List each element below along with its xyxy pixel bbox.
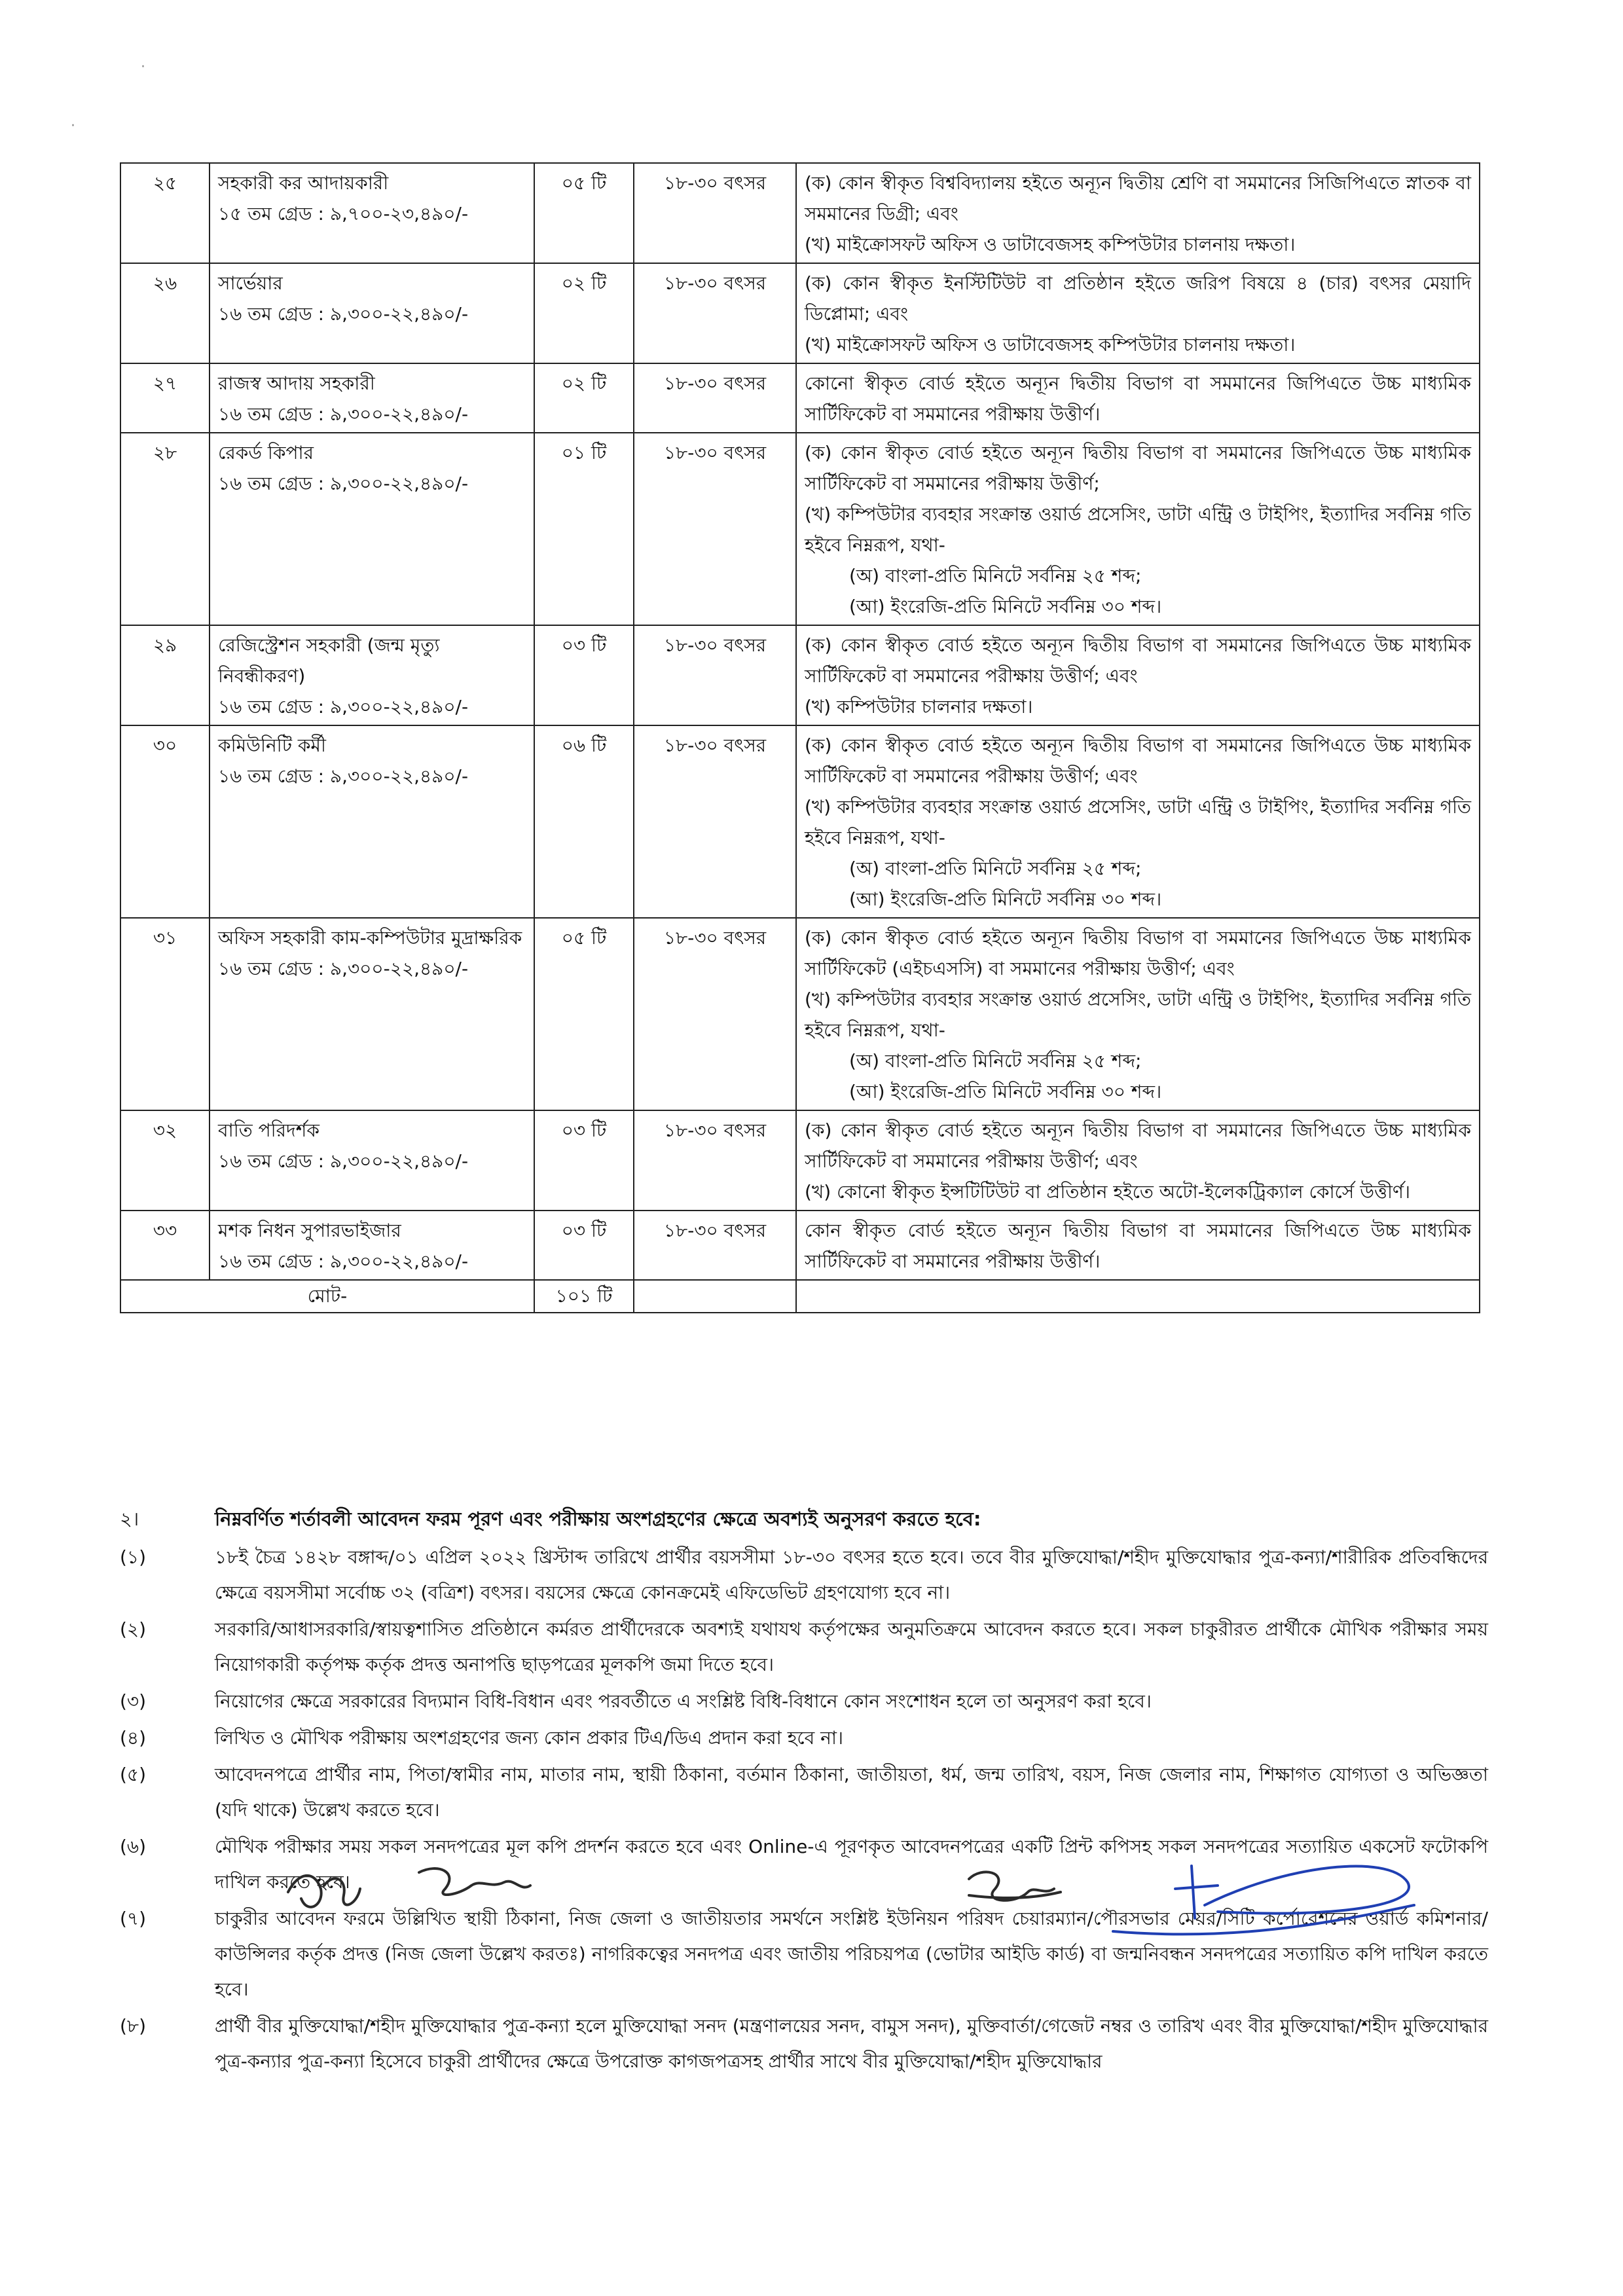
table-row	[120, 433, 1480, 625]
post-cell	[210, 1211, 534, 1280]
total-label: মোট-	[120, 1280, 534, 1313]
post-cell	[210, 363, 534, 433]
post-grade: ১৬ তম গ্রেড : ৯,৩০০-২২,৪৯০/-	[218, 1250, 469, 1272]
age-limit-cell: ১৮-৩০ বৎসর	[634, 1211, 796, 1280]
qualification-line: (ক) কোন স্বীকৃত ইনস্টিটিউট বা প্রতিষ্ঠান হইতে জরিপ বিষয়ে ৪ (চার) বৎসর মেয়াদি ডিপ্লোমা; এবং	[805, 272, 1471, 325]
qualification-line: (ক) কোন স্বীকৃত বোর্ড হইতে অন্যূন দ্বিতীয় বিভাগ বা সমমানের জিপিএতে উচ্চ মাধ্যমিক সার্টিফিকেট বা সমমানের পরীক্ষায় উত্তীর্ণ; এবং	[805, 634, 1471, 687]
serial-number-cell: ২৬	[120, 263, 210, 363]
post-count-cell: ০৩ টি	[534, 1211, 634, 1280]
serial-number-cell: ৩১	[120, 918, 210, 1110]
qualification-line: (ক) কোন স্বীকৃত বিশ্ববিদ্যালয় হইতে অন্যূন দ্বিতীয় শ্রেণি বা সমমানের সিজিপিএতে স্নাতক বা সমমানের ডিগ্রী; এবং	[805, 172, 1471, 225]
age-limit-cell: ১৮-৩০ বৎসর	[634, 163, 796, 263]
conditions-heading-text: নিম্নবর্ণিত শর্তাবলী আবেদন ফরম পূরণ এবং পরীক্ষায় অংশগ্রহণের ক্ষেত্রে অবশ্যই অনুসরণ করতে হবে:	[215, 1508, 981, 1530]
conditions-heading-number: ২।	[120, 1508, 139, 1530]
qualification-cell	[796, 625, 1480, 725]
serial-number-cell: ৩২	[120, 1110, 210, 1211]
condition-text: লিখিত ও মৌখিক পরীক্ষায় অংশগ্রহণের জন্য কোন প্রকার টিএ/ডিএ প্রদান করা হবে না।	[215, 1727, 843, 1749]
serial-number-cell: ২৭	[120, 363, 210, 433]
qualification-cell	[796, 1211, 1480, 1280]
post-count-cell: ০৫ টি	[534, 163, 634, 263]
condition-number: (৫)	[120, 1764, 147, 1785]
post-cell	[210, 263, 534, 363]
conditions-heading	[120, 1499, 1488, 1539]
signature-2	[419, 1868, 530, 1895]
post-name: মশক নিধন সুপারভাইজার	[218, 1220, 401, 1241]
total-value: ১০১ টি	[534, 1280, 634, 1313]
qualification-line: (ক) কোন স্বীকৃত বোর্ড হইতে অন্যূন দ্বিতীয় বিভাগ বা সমমানের জিপিএতে উচ্চ মাধ্যমিক সার্টিফিকেট বা সমমানের পরীক্ষায় উত্তীর্ণ; এবং	[805, 1120, 1471, 1172]
condition-number: (৬)	[120, 1836, 147, 1857]
scan-speck: ·	[71, 118, 75, 134]
qualification-cell	[796, 363, 1480, 433]
age-limit-cell: ১৮-৩০ বৎসর	[634, 918, 796, 1110]
serial-number-cell: ৩৩	[120, 1211, 210, 1280]
qualification-line: কোন স্বীকৃত বোর্ড হইতে অন্যূন দ্বিতীয় বিভাগ বা সমমানের জিপিএতে উচ্চ মাধ্যমিক সার্টিফিকেট বা সমমানের পরীক্ষায় উত্তীর্ণ।	[805, 1220, 1471, 1272]
condition-item	[120, 2009, 1488, 2079]
post-grade: ১৬ তম গ্রেড : ৯,৩০০-২২,৪৯০/-	[218, 473, 469, 494]
post-grade: ১৫ তম গ্রেড : ৯,৭০০-২৩,৪৯০/-	[218, 203, 469, 225]
scan-speck: ·	[141, 59, 145, 75]
table-row	[120, 263, 1480, 363]
table-row	[120, 918, 1480, 1110]
post-cell	[210, 918, 534, 1110]
qualification-cell	[796, 1110, 1480, 1211]
post-name: রাজস্ব আদায় সহকারী	[218, 373, 375, 394]
post-name: অফিস সহকারী কাম-কম্পিউটার মুদ্রাক্ষরিক	[218, 927, 522, 949]
condition-number: (৭)	[120, 1908, 147, 1929]
table-row	[120, 625, 1480, 725]
condition-number: (২)	[120, 1618, 147, 1640]
post-count-cell: ০৬ টি	[534, 725, 634, 918]
serial-number-cell: ২৮	[120, 433, 210, 625]
qualification-line: (খ) কম্পিউটার ব্যবহার সংক্রান্ত ওয়ার্ড প্রসেসিং, ডাটা এন্ট্রি ও টাইপিং, ইত্যাদির সর্বনিম্ন গতি হইবে নিম্নরূপ, যথা-	[805, 989, 1471, 1041]
signature-4	[1113, 1866, 1414, 1934]
post-cell	[210, 625, 534, 725]
qualification-cell	[796, 433, 1480, 625]
post-grade: ১৬ তম গ্রেড : ৯,৩০০-২২,৪৯০/-	[218, 303, 469, 325]
condition-item	[120, 1684, 1488, 1719]
empty-cell	[634, 1280, 796, 1313]
post-grade: ১৬ তম গ্রেড : ৯,৩০০-২২,৪৯০/-	[218, 403, 469, 425]
table-row	[120, 363, 1480, 433]
total-row	[120, 1280, 1480, 1313]
post-name: সার্ভেয়ার	[218, 272, 283, 294]
post-name: রেজিস্ট্রেশন সহকারী (জন্ম মৃত্যু নিবন্ধীকরণ)	[218, 634, 440, 687]
typing-speed-line: (আ) ইংরেজি-প্রতি মিনিটে সর্বনিম্ন ৩০ শব্দ।	[849, 1081, 1162, 1102]
condition-number: (৮)	[120, 2015, 147, 2037]
condition-item	[120, 1721, 1488, 1756]
condition-text: ১৮ই চৈত্র ১৪২৮ বঙ্গাব্দ/০১ এপ্রিল ২০২২ খ্রিস্টাব্দ তারিখে প্রার্থীর বয়সসীমা ১৮-৩০ বৎসর হতে হবে। তবে বীর মুক্তিযোদ্ধা/শহীদ মুক্তিযোদ্ধার পুত্র-কন্যা/শারীরিক প্রতিবন্ধিদের ক্ষেত্রে বয়সসীমা সর্বোচ্চ ৩২ (বত্রিশ) বৎসর। বয়সের ক্ষেত্রে কোনক্রমেই এফিডেভিট গ্রহণযোগ্য হবে না।	[215, 1546, 1488, 1603]
condition-item	[120, 1757, 1488, 1828]
condition-text: সরকারি/আধাসরকারি/স্বায়ত্বশাসিত প্রতিষ্ঠানে কর্মরত প্রার্থীদেরকে অবশ্যই যথাযথ কর্তৃপক্ষের অনুমতিক্রমে আবেদন করতে হবে। সকল চাকুরীরত প্রার্থীকে মৌখিক পরীক্ষার সময় নিয়োগকারী কর্তৃপক্ষ কর্তৃক প্রদত্ত অনাপত্তি ছাড়পত্রের মূলকপি জমা দিতে হবে।	[215, 1618, 1488, 1675]
posts-table	[120, 162, 1480, 1313]
empty-cell	[796, 1280, 1480, 1313]
table-row	[120, 1211, 1480, 1280]
qualification-cell	[796, 918, 1480, 1110]
post-name: কমিউনিটি কর্মী	[218, 735, 326, 756]
condition-item	[120, 1612, 1488, 1683]
condition-text: আবেদনপত্রে প্রার্থীর নাম, পিতা/স্বামীর নাম, মাতার নাম, স্থায়ী ঠিকানা, বর্তমান ঠিকানা, জাতীয়তা, ধর্ম, জন্ম তারিখ, বয়স, নিজ জেলার নাম, শিক্ষাগত যোগ্যতা ও অভিজ্ঞতা (যদি থাকে) উল্লেখ করতে হবে।	[215, 1764, 1488, 1821]
age-limit-cell: ১৮-৩০ বৎসর	[634, 1110, 796, 1211]
age-limit-cell: ১৮-৩০ বৎসর	[634, 363, 796, 433]
post-count-cell: ০২ টি	[534, 263, 634, 363]
qualification-line: (খ) কম্পিউটার ব্যবহার সংক্রান্ত ওয়ার্ড প্রসেসিং, ডাটা এন্ট্রি ও টাইপিং, ইত্যাদির সর্বনিম্ন গতি হইবে নিম্নরূপ, যথা-	[805, 796, 1471, 848]
post-count-cell: ০১ টি	[534, 433, 634, 625]
post-cell	[210, 725, 534, 918]
table-row	[120, 163, 1480, 263]
typing-speed-line: (অ) বাংলা-প্রতি মিনিটে সর্বনিম্ন ২৫ শব্দ;	[849, 1050, 1142, 1072]
post-count-cell: ০৩ টি	[534, 625, 634, 725]
condition-item	[120, 1540, 1488, 1611]
post-grade: ১৬ তম গ্রেড : ৯,৩০০-২২,৪৯০/-	[218, 958, 469, 979]
signatures	[262, 1827, 1440, 1958]
table-row	[120, 725, 1480, 918]
qualification-line: কোনো স্বীকৃত বোর্ড হইতে অন্যূন দ্বিতীয় বিভাগ বা সমমানের জিপিএতে উচ্চ মাধ্যমিক সার্টিফিকেট বা সমমানের পরীক্ষায় উত্তীর্ণ।	[805, 373, 1471, 425]
condition-text: মৌখিক পরীক্ষার সময় সকল সনদপত্রের মূল কপি প্রদর্শন করতে হবে এবং Online-এ পূরণকৃত আবেদনপত্রের একটি প্রিন্ট কপিসহ সকল সনদপত্রের সত্যায়িত একসেট ফটোকপি দাখিল করতে হবে।	[215, 1836, 1488, 1893]
qualification-line: (ক) কোন স্বীকৃত বোর্ড হইতে অন্যূন দ্বিতীয় বিভাগ বা সমমানের জিপিএতে উচ্চ মাধ্যমিক সার্টিফিকেট বা সমমানের পরীক্ষায় উত্তীর্ণ;	[805, 442, 1471, 494]
post-count-cell: ০২ টি	[534, 363, 634, 433]
qualification-line: (খ) কম্পিউটার ব্যবহার সংক্রান্ত ওয়ার্ড প্রসেসিং, ডাটা এন্ট্রি ও টাইপিং, ইত্যাদির সর্বনিম্ন গতি হইবে নিম্নরূপ, যথা-	[805, 503, 1471, 556]
post-cell	[210, 163, 534, 263]
typing-speed-line: (আ) ইংরেজি-প্রতি মিনিটে সর্বনিম্ন ৩০ শব্দ।	[849, 888, 1162, 910]
qualification-line: (খ) মাইক্রোসফট অফিস ও ডাটাবেজসহ কম্পিউটার চালনায় দক্ষতা।	[805, 334, 1296, 355]
qualification-line: (ক) কোন স্বীকৃত বোর্ড হইতে অন্যূন দ্বিতীয় বিভাগ বা সমমানের জিপিএতে উচ্চ মাধ্যমিক সার্টিফিকেট (এইচএসসি) বা সমমানের পরীক্ষায় উত্তীর্ণ; এবং	[805, 927, 1471, 979]
qualification-line: (খ) কম্পিউটার চালনার দক্ষতা।	[805, 696, 1033, 718]
typing-speed-line: (অ) বাংলা-প্রতি মিনিটে সর্বনিম্ন ২৫ শব্দ;	[849, 565, 1142, 587]
post-count-cell: ০৫ টি	[534, 918, 634, 1110]
serial-number-cell: ২৫	[120, 163, 210, 263]
post-grade: ১৬ তম গ্রেড : ৯,৩০০-২২,৪৯০/-	[218, 765, 469, 787]
condition-text: নিয়োগের ক্ষেত্রে সরকারের বিদ্যমান বিধি-বিধান এবং পরবর্তীতে এ সংশ্লিষ্ট বিধি-বিধানে কোন সংশোধন হলে তা অনুসরণ করা হবে।	[215, 1690, 1152, 1712]
post-grade: ১৬ তম গ্রেড : ৯,৩০০-২২,৪৯০/-	[218, 696, 469, 718]
post-count-cell: ০৩ টি	[534, 1110, 634, 1211]
serial-number-cell: ৩০	[120, 725, 210, 918]
age-limit-cell: ১৮-৩০ বৎসর	[634, 725, 796, 918]
condition-number: (৪)	[120, 1727, 147, 1749]
post-name: রেকর্ড কিপার	[218, 442, 314, 464]
post-grade: ১৬ তম গ্রেড : ৯,৩০০-২২,৪৯০/-	[218, 1150, 469, 1172]
age-limit-cell: ১৮-৩০ বৎসর	[634, 625, 796, 725]
condition-number: (১)	[120, 1546, 147, 1568]
qualification-cell	[796, 263, 1480, 363]
qualification-line: (খ) মাইক্রোসফট অফিস ও ডাটাবেজসহ কম্পিউটার চালনায় দক্ষতা।	[805, 234, 1296, 255]
signature-1	[288, 1876, 360, 1907]
post-cell	[210, 1110, 534, 1211]
condition-number: (৩)	[120, 1690, 147, 1712]
post-cell	[210, 433, 534, 625]
post-name: বাতি পরিদর্শক	[218, 1120, 319, 1141]
condition-text: চাকুরীর আবেদন ফরমে উল্লিখিত স্থায়ী ঠিকানা, নিজ জেলা ও জাতীয়তার সমর্থনে সংশ্লিষ্ট ইউনিয়ন পরিষদ চেয়ারম্যান/পৌরসভার মেয়র/সিটি কর্পোরেশনের ওয়ার্ড কমিশনার/কাউন্সিলর কর্তৃক প্রদত্ত (নিজ জেলা উল্লেখ করতঃ) নাগরিকত্বের সনদপত্র এবং জাতীয় পরিচয়পত্র (ভোটার আইডি কার্ড) বা জন্মনিবন্ধন সনদপত্রের সত্যায়িত কপি দাখিল করতে হবে।	[215, 1908, 1488, 2000]
qualification-line: (খ) কোনো স্বীকৃত ইন্সটিটিউট বা প্রতিষ্ঠান হইতে অটো-ইলেকট্রিক্যাল কোর্সে উত্তীর্ণ।	[805, 1181, 1410, 1203]
qualification-cell	[796, 725, 1480, 918]
conditions-section	[120, 1499, 1488, 2079]
signature-3	[969, 1872, 1061, 1900]
age-limit-cell: ১৮-৩০ বৎসর	[634, 263, 796, 363]
age-limit-cell: ১৮-৩০ বৎসর	[634, 433, 796, 625]
table-row	[120, 1110, 1480, 1211]
qualification-line: (ক) কোন স্বীকৃত বোর্ড হইতে অন্যূন দ্বিতীয় বিভাগ বা সমমানের জিপিএতে উচ্চ মাধ্যমিক সার্টিফিকেট বা সমমানের পরীক্ষায় উত্তীর্ণ; এবং	[805, 735, 1471, 787]
serial-number-cell: ২৯	[120, 625, 210, 725]
post-name: সহকারী কর আদায়কারী	[218, 172, 389, 194]
qualification-cell	[796, 163, 1480, 263]
typing-speed-line: (আ) ইংরেজি-প্রতি মিনিটে সর্বনিম্ন ৩০ শব্দ।	[849, 596, 1162, 617]
condition-text: প্রার্থী বীর মুক্তিযোদ্ধা/শহীদ মুক্তিযোদ্ধার পুত্র-কন্যা হলে মুক্তিযোদ্ধা সনদ (মন্ত্রণালয়ের সনদ, বামুস সনদ), মুক্তিবার্তা/গেজেট নম্বর ও তারিখ এবং বীর মুক্তিযোদ্ধা/শহীদ মুক্তিযোদ্ধার পুত্র-কন্যার পুত্র-কন্যা হিসেবে চাকুরী প্রার্থীদের ক্ষেত্রে উপরোক্ত কাগজপত্রসহ প্রার্থীর সাথে বীর মুক্তিযোদ্ধা/শহীদ মুক্তিযোদ্ধার	[215, 2015, 1488, 2072]
typing-speed-line: (অ) বাংলা-প্রতি মিনিটে সর্বনিম্ন ২৫ শব্দ;	[849, 858, 1142, 879]
